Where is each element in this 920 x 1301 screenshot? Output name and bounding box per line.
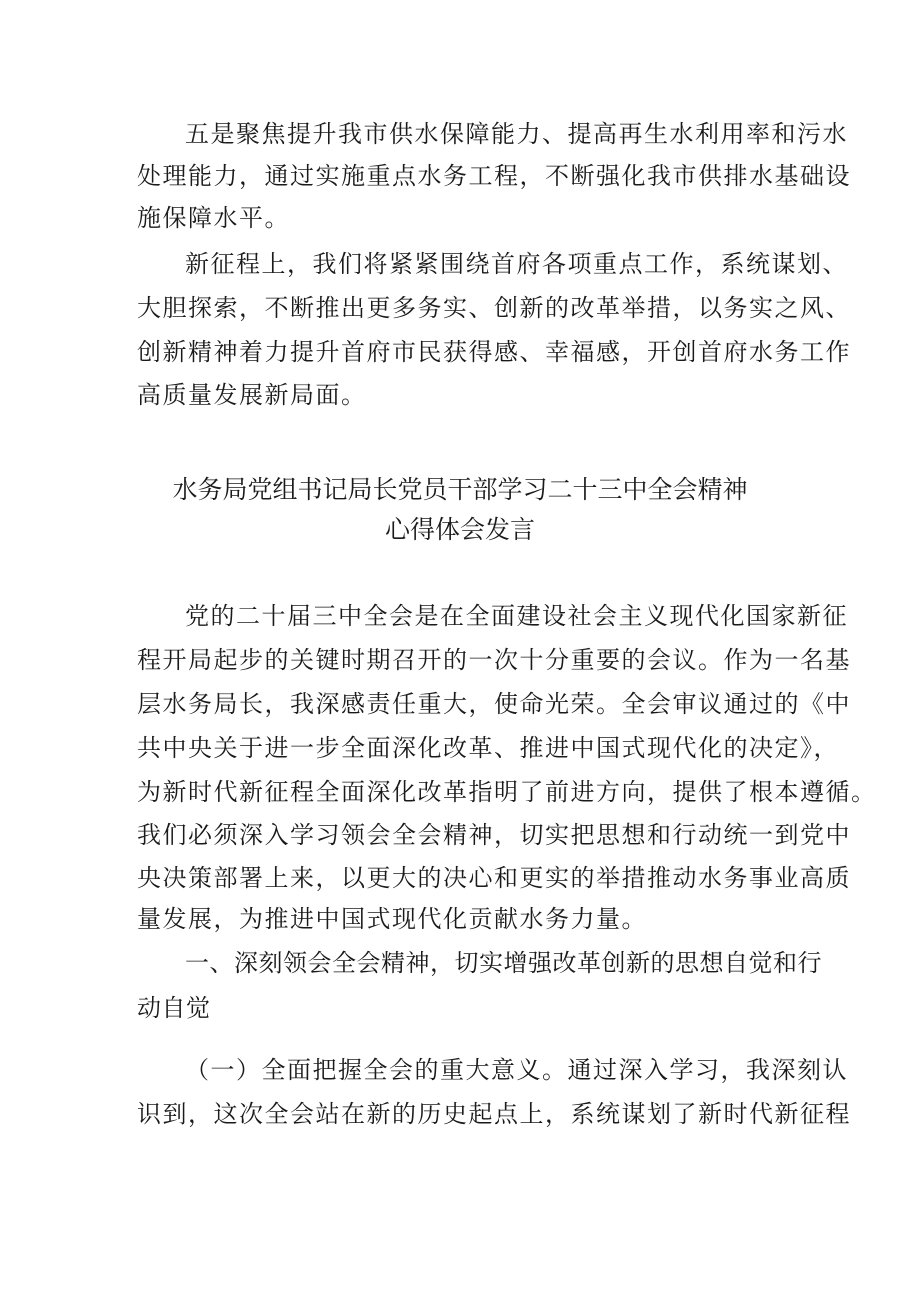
intro-paragraph-line-3: 层水务局长，我深感责任重大，使命光荣。全会审议通过的《中 [137,690,851,718]
intro-paragraph-line-5: 为新时代新征程全面深化改革指明了前进方向，提供了根本遵循。 [137,778,877,806]
closing-paragraph-line-2: 大胆探索，不断推出更多务实、创新的改革举措，以务实之风、 [137,294,851,322]
intro-paragraph-line-1: 党的二十届三中全会是在全面建设社会主义现代化国家新征 [185,602,848,630]
closing-paragraph-line-3: 创新精神着力提升首府市民获得感、幸福感，开创首府水务工作 [137,338,851,366]
intro-paragraph-line-8: 量发展，为推进中国式现代化贡献水务力量。 [137,905,647,933]
intro-paragraph-line-4: 共中央关于进一步全面深化改革、推进中国式现代化的决定》， [137,734,839,762]
article-title-line-1: 水务局党组书记局长党员干部学习二十三中全会精神 [172,475,748,504]
section-heading-line-1: 一、深刻领会全会精神，切实增强改革创新的思想自觉和行 [185,949,822,977]
sub-point-line-2: 识到，这次全会站在新的历史起点上，系统谋划了新时代新征程 [137,1100,851,1128]
paragraph-five-line-1: 五是聚焦提升我市供水保障能力、提高再生水利用率和污水 [185,120,848,148]
article-title-line-2: 心得体会发言 [384,515,535,544]
intro-paragraph-line-2: 程开局起步的关键时期召开的一次十分重要的会议。作为一名基 [137,646,851,674]
intro-paragraph-line-6: 我们必须深入学习领会全会精神，切实把思想和行动统一到党中 [137,821,851,849]
intro-paragraph-line-7: 央决策部署上来，以更大的决心和更实的举措推动水务事业高质 [137,864,851,892]
paragraph-five-line-2: 处理能力，通过实施重点水务工程，不断强化我市供排水基础设 [137,162,851,190]
sub-point-line-1: （一）全面把握全会的重大意义。通过深入学习，我深刻认 [185,1056,848,1084]
closing-paragraph-line-1: 新征程上，我们将紧紧围绕首府各项重点工作，系统谋划、 [185,250,848,278]
closing-paragraph-line-4: 高质量发展新局面。 [137,381,367,409]
paragraph-five-line-3: 施保障水平。 [137,204,290,232]
section-heading-line-2: 动自觉 [137,994,211,1022]
